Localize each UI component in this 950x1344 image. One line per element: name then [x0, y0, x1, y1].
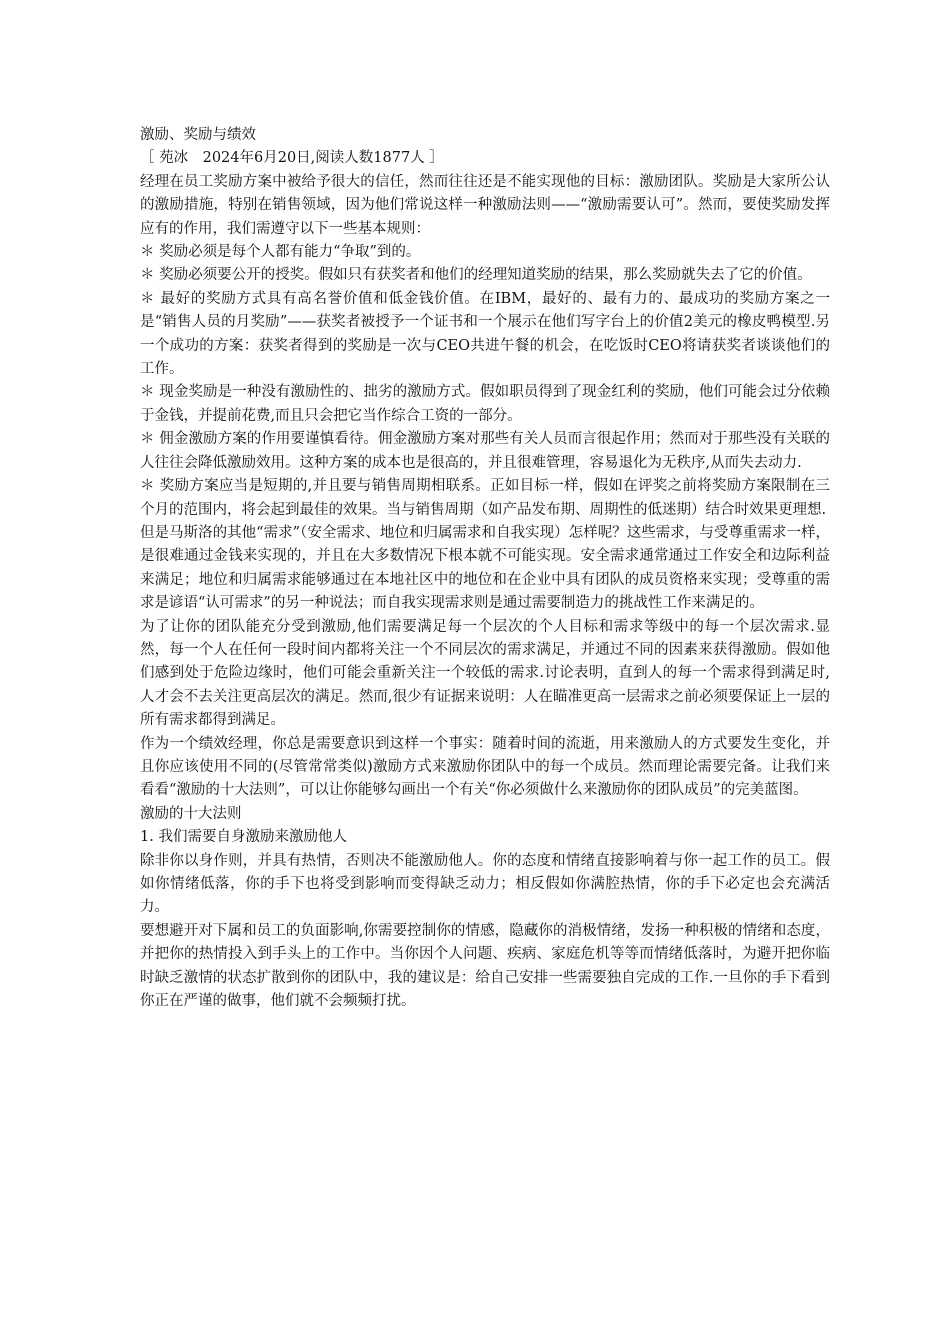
- rule-item: ＊ 奖励方案应当是短期的,并且要与销售周期相联系。正如目标一样，假如在评奖之前将奖励方案限制在三个月的范围内，将会起到最佳的效果。当与销售周期（如产品发布期、周期性的低迷期）结合时效果更理想.: [140, 478, 830, 518]
- paragraph-intro: 经理在员工奖励方案中被给予很大的信任，然而往往还是不能实现他的目标：激励团队。奖励是大家所公认的激励措施，特别在销售领域，因为他们常说这样一种激励法则——“激励需要认可”。然而，要使奖励发挥应有的作用，我们需遵守以下一些基本规则：: [140, 173, 830, 237]
- rule-item: ＊ 奖励必须要公开的授奖。假如只有获奖者和他们的经理知道奖励的结果，那么奖励就失去了它的价值。: [140, 267, 812, 284]
- paragraph-team-needs: 为了让你的团队能充分受到激励,他们需要满足每一个层次的个人目标和需求等级中的每一个层次需求.显然，每一个人在任何一段时间内都将关注一个不同层次的需求满足，并通过不同的因素来获得激励。假如他们感到处于危险边缘时，他们可能会重新关注一个较低的需求.讨论表明，直到人的每一个需求得到满足时,人才会不去关注更高层次的满足。然而,很少有证据来说明：人在瞄准更高一层需求之前必须要保证上一层的所有需求都得到满足。: [140, 618, 830, 729]
- rule-item: ＊ 现金奖励是一种没有激励性的、拙劣的激励方式。假如职员得到了现金红利的奖励，他们可能会过分依赖于金钱，并提前花费,而且只会把它当作综合工资的一部分。: [140, 384, 830, 424]
- document-title: 激励、奖励与绩效: [140, 127, 256, 143]
- author-meta-line: ［ 苑冰 2024年6月20日,阅读人数1877人 ］: [140, 150, 444, 167]
- paragraph-performance-manager: 作为一个绩效经理，你总是需要意识到这样一个事实：随着时间的流逝，用来激励人的方式要发生变化，并且你应该使用不同的(尽管常常类似)激励方式来激励你团队中的每一个成员。然而理论需要完备。让我们来看看“激励的十大法则”，可以让你能够勾画出一个有关“你必须做什么来激励你的团队成员”的完美蓝图。: [140, 735, 830, 799]
- paragraph-maslow: 但是马斯洛的其他“需求”（安全需求、地位和归属需求和自我实现）怎样呢？这些需求，与受尊重需求一样，是很难通过金钱来实现的，并且在大多数情况下根本就不可能实现。安全需求通常通过工作安全和边际利益来满足；地位和归属需求能够通过在本地社区中的地位和在企业中具有团队的成员资格来实现；受尊重的需求是谚语“认可需求”的另一种说法；而自我实现需求则是通过需要制造力的挑战性工作来满足的。: [140, 524, 830, 612]
- law-heading: 1. 我们需要自身激励来激励他人: [140, 829, 347, 846]
- rule-item: ＊ 佣金激励方案的作用要谨慎看待。佣金激励方案对那些有关人员而言很起作用；然而对于那些没有关联的人往往会降低激励效用。这种方案的成本也是很高的，并且很难管理，容易退化为无秩序,从而失去动力.: [140, 431, 830, 471]
- section-heading: 激励的十大法则: [140, 805, 242, 822]
- rule-item: ＊ 奖励必须是每个人都有能力“争取”到的。: [140, 244, 421, 261]
- paragraph-avoid-negative: 要想避开对下属和员工的负面影响,你需要控制你的情感，隐藏你的消极情绪，发扬一种积极的情绪和态度，并把你的热情投入到手头上的工作中。当你因个人问题、疾病、家庭危机等等而情绪低落时，为避开把你临时缺乏激情的状态扩散到你的团队中，我的建议是：给自己安排一些需要独自完成的工作.一旦你的手下看到你正在严谨的做事，他们就不会频频打扰。: [140, 922, 830, 1010]
- rule-item: ＊ 最好的奖励方式具有高名誉价值和低金钱价值。在IBM，最好的、最有力的、最成功的奖励方案之一是“销售人员的月奖励”——获奖者被授予一个证书和一个展示在他们写字台上的价值2美元的橡皮鸭模型.另一个成功的方案：获奖者得到的奖励是一次与CEO共进午餐的机会，在吃饭时CEO将请获奖者谈谈他们的工作。: [140, 290, 830, 378]
- paragraph-self-motivation: 除非你以身作则，并具有热情，否则决不能激励他人。你的态度和情绪直接影响着与你一起工作的员工。假如你情绪低落，你的手下也将受到影响而变得缺乏动力；相反假如你满腔热情，你的手下必定也会充满活力。: [140, 852, 830, 916]
